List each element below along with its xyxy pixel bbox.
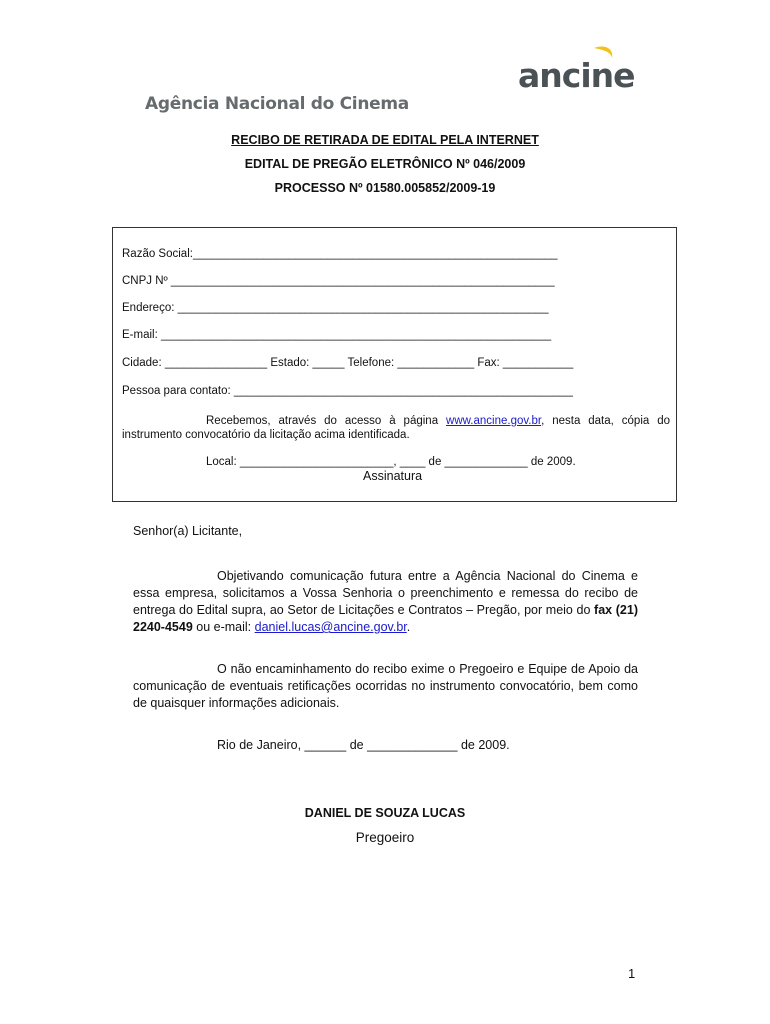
edital-title: EDITAL DE PREGÃO ELETRÔNICO Nº 046/2009 — [244, 157, 526, 171]
cnpj-field[interactable]: CNPJ Nº ____________________________________________________________ — [122, 275, 555, 287]
logo-text: ancine — [518, 56, 635, 95]
ancine-swoosh-icon — [590, 44, 620, 70]
receipt-text-after: , nesta data, cópia do instrumento convocatório da licitação acima identificada. — [122, 415, 670, 441]
paragraph-disclaimer — [133, 661, 638, 712]
receipt-text-before: Recebemos, através do acesso à página — [206, 415, 447, 427]
page-number: 1 — [628, 966, 636, 981]
cidade-estado-telefone-fax-field[interactable]: Cidade: ________________ Estado: _____ Telefone: ____________ Fax: ___________ — [122, 357, 574, 369]
local-date-field[interactable]: Local: ________________________, ____ de _____________ de 2009. — [206, 456, 576, 468]
receipt-form-box — [112, 227, 677, 502]
razao-social-field[interactable]: Razão Social:_________________________________________________________ — [122, 248, 558, 260]
email-link[interactable]: daniel.lucas@ancine.gov.br — [254, 620, 407, 634]
endereco-field[interactable]: Endereço: __________________________________________________________ — [122, 302, 549, 314]
pessoa-contato-field[interactable]: Pessoa para contato: _____________________________________________________ — [122, 385, 573, 397]
p1-text: Objetivando comunicação futura entre a Agência Nacional do Cinema e essa empresa, solicitamos a Vossa Senhoria o preenchimento e remessa do recibo de entrega do Edital supra, ao Setor de Licitações e Contratos – Pregão, por meio do — [133, 569, 638, 617]
signer-role: Pregoeiro — [355, 830, 415, 845]
processo-title: PROCESSO Nº 01580.005852/2009-19 — [274, 181, 496, 195]
p2-text: O não encaminhamento do recibo exime o Pregoeiro e Equipe de Apoio da comunicação de eventuais retificações ocorridas no instrumento convocatório, bem como de quaisquer informações adicionais. — [133, 662, 638, 710]
paragraph-communication — [133, 568, 638, 636]
greeting: Senhor(a) Licitante, — [133, 524, 243, 538]
receipt-title: RECIBO DE RETIRADA DE EDITAL PELA INTERNET — [231, 133, 539, 147]
p1-end: . — [406, 620, 411, 634]
date-line: Rio de Janeiro, ______ de _____________ de 2009. — [217, 738, 510, 752]
signer-name: DANIEL DE SOUZA LUCAS — [304, 806, 466, 820]
fax-number: fax (21) 2240-4549 — [133, 603, 638, 634]
assinatura-label: Assinatura — [363, 469, 423, 483]
agency-name: Agência Nacional do Cinema — [145, 94, 409, 114]
receipt-paragraph — [122, 414, 670, 442]
ancine-website-link[interactable]: www.ancine.gov.br — [446, 415, 542, 427]
ancine-logo — [518, 44, 635, 96]
p1-or: ou e-mail: — [192, 620, 255, 634]
email-field[interactable]: E-mail: _____________________________________________________________ — [122, 329, 552, 341]
